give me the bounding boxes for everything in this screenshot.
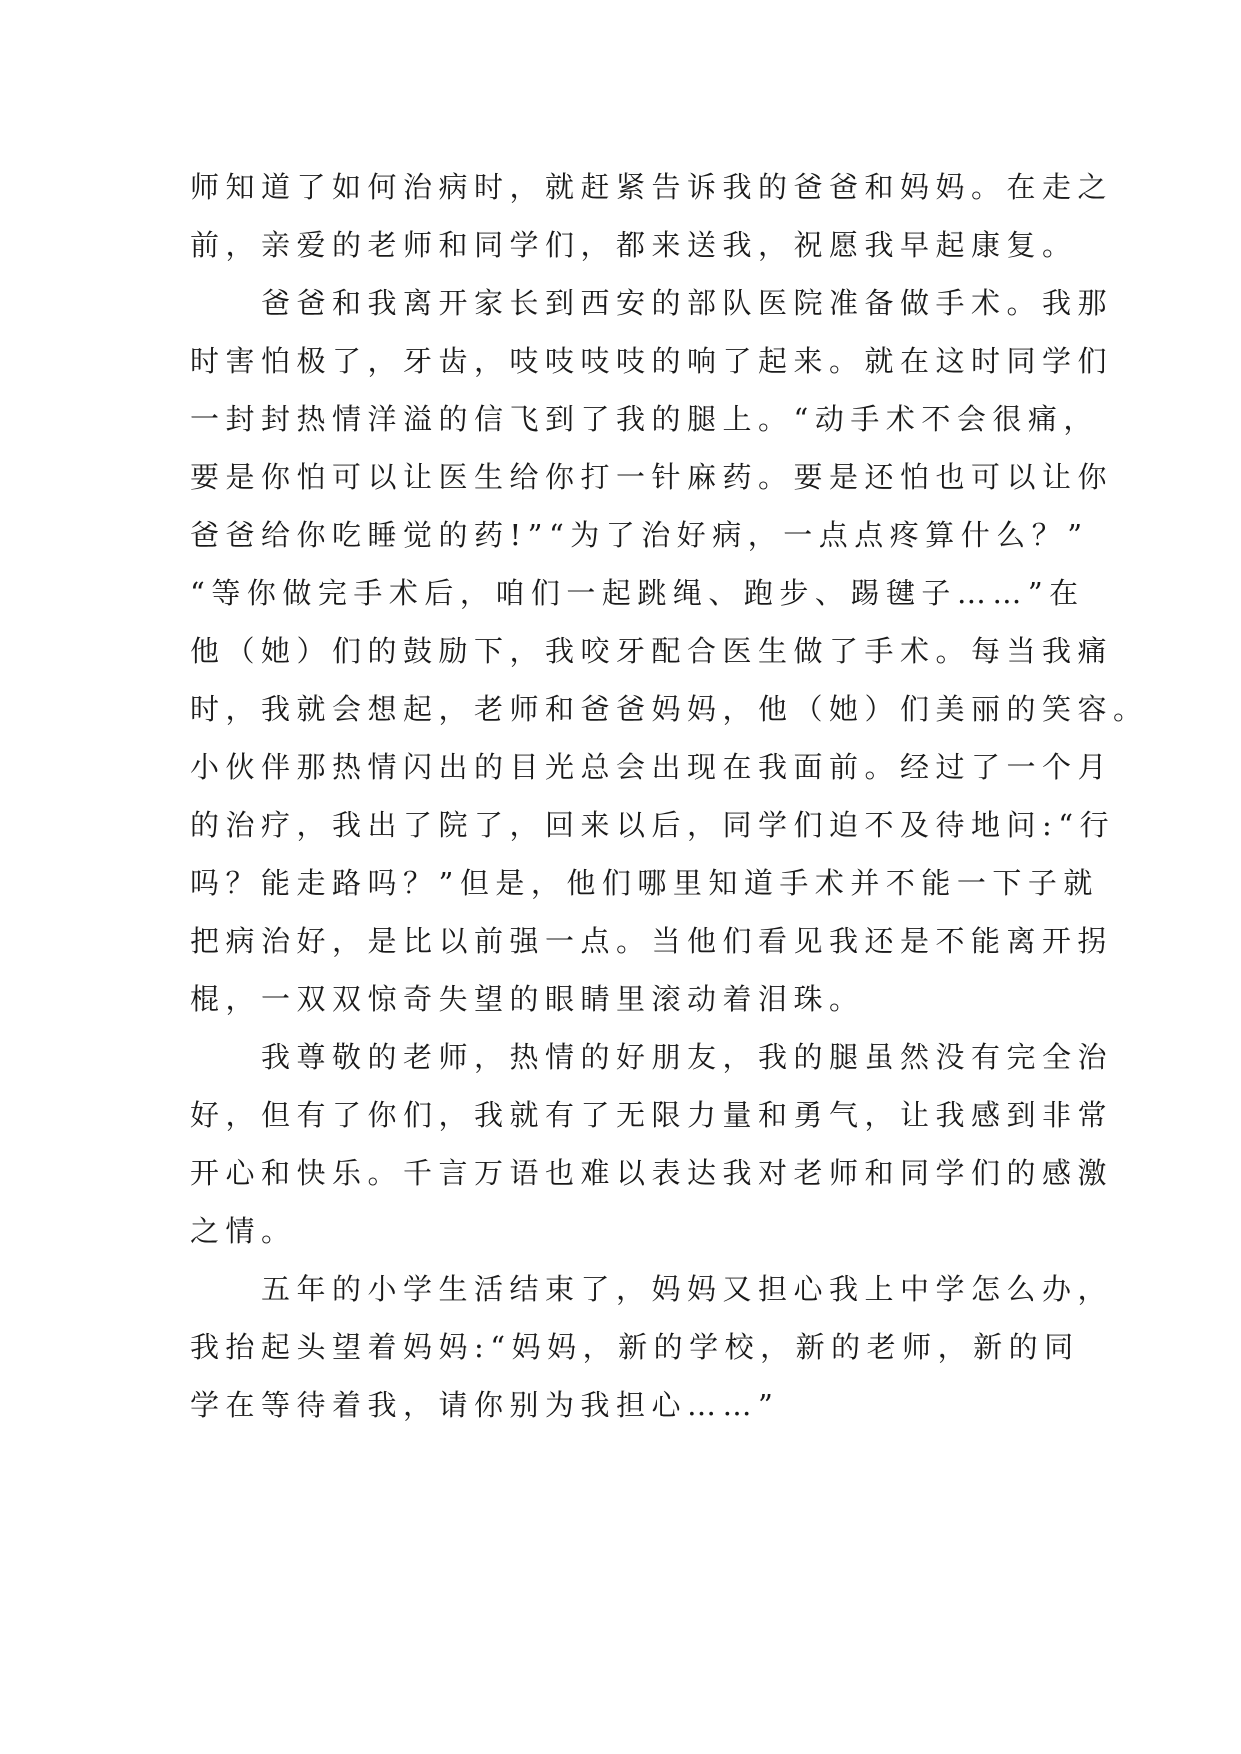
text-line: 他（她）们的鼓励下，我咬牙配合医生做了手术。每当我痛 <box>190 634 1114 668</box>
text-line: 的治疗，我出了院了，回来以后，同学们迫不及待地问:“行 <box>190 808 1116 842</box>
text-line: 爸爸给你吃睡觉的药!”“为了治好病，一点点疼算什么？” <box>190 518 1089 552</box>
text-line: 学在等待着我，请你别为我担心……” <box>190 1388 780 1422</box>
text-line: 爸爸和我离开家长到西安的部队医院准备做手术。我那 <box>190 286 1114 320</box>
text-line: 好，但有了你们，我就有了无限力量和勇气，让我感到非常 <box>190 1098 1114 1132</box>
text-line: 五年的小学生活结束了，妈妈又担心我上中学怎么办， <box>190 1272 1114 1306</box>
text-line: 我抬起头望着妈妈:“妈妈，新的学校，新的老师，新的同 <box>190 1330 1080 1364</box>
text-line: 一封封热情洋溢的信飞到了我的腿上。“动手术不会很痛， <box>190 402 1099 436</box>
text-line: 师知道了如何治病时，就赶紧告诉我的爸爸和妈妈。在走之 <box>190 170 1114 204</box>
text-line: 把病治好，是比以前强一点。当他们看见我还是不能离开拐 <box>190 924 1114 958</box>
text-line: 我尊敬的老师，热情的好朋友，我的腿虽然没有完全治 <box>190 1040 1114 1074</box>
text-line: “等你做完手术后，咱们一起跳绳、跑步、踢毽子……”在 <box>190 576 1085 610</box>
body-text <box>190 158 1149 1434</box>
text-line: 开心和快乐。千言万语也难以表达我对老师和同学们的感激 <box>190 1156 1114 1190</box>
text-line: 前，亲爱的老师和同学们，都来送我，祝愿我早起康复。 <box>190 228 1078 262</box>
text-line: 时害怕极了，牙齿，吱吱吱吱的响了起来。就在这时同学们 <box>190 344 1114 378</box>
text-line: 要是你怕可以让医生给你打一针麻药。要是还怕也可以让你 <box>190 460 1114 494</box>
text-line: 吗？能走路吗？”但是，他们哪里知道手术并不能一下子就 <box>190 866 1099 900</box>
text-line: 时，我就会想起，老师和爸爸妈妈，他（她）们美丽的笑容。 <box>190 692 1149 726</box>
text-line: 小伙伴那热情闪出的目光总会出现在我面前。经过了一个月 <box>190 750 1114 784</box>
text-line: 棍，一双双惊奇失望的眼睛里滚动着泪珠。 <box>190 982 865 1016</box>
text-line: 之情。 <box>190 1214 297 1248</box>
